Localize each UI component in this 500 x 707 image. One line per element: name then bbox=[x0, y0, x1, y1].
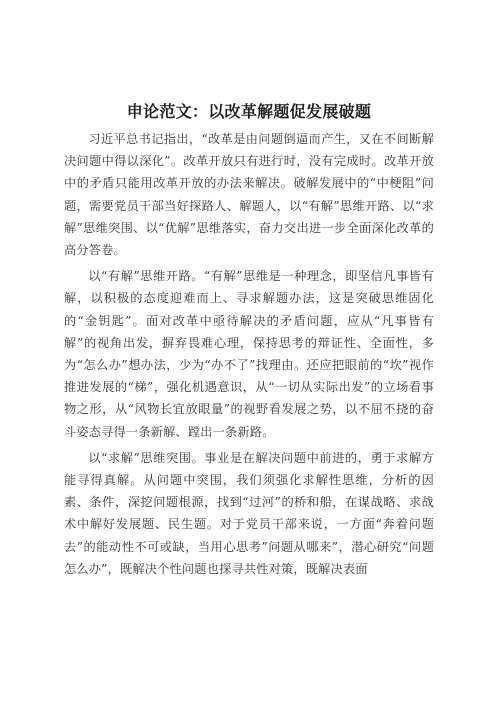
paragraph-youjie: 以“有解”思维开路。“有解”思维是一种理念，即坚信凡事皆有解，以积极的态度迎难而上、寻求解题办法，这是突破思维固化的“金钥匙”。面对改革中亟待解决的矛盾问题，应从“凡事皆有解”的视角出发，摒弃畏难心理，保持思考的辩证性、全面性，多为“怎么办”想办法，少为“办不了”找理由。还应把眼前的“坎”视作推进发展的“梯”，强化机遇意识，从“一切从实际出发”的立场看事物之形，从“风物长宜放眼量”的视野看发展之势，以不屈不挠的奋斗姿态寻得一条新解、蹚出一条新路。 bbox=[64, 269, 434, 439]
paragraph-qiujie: 以“求解”思维突围。事业是在解决问题中前进的，勇于求解方能寻得真解。从问题中突围，我们须强化求解性思维，分析的因素、条件，深挖问题根源，找到“过河”的桥和船，在谋战略、求战术中解好发展题、民生题。对于党员干部来说，一方面“奔着问题去”的能动性不可或缺，当用心思考”问题从哪来”，潜心研究“问题怎么办”，既解决个性问题也探寻共性对策，既解决表面 bbox=[64, 450, 434, 576]
paragraph-intro: 习近平总书记指出，“改革是由问题倒逼而产生，又在不间断解决问题中得以深化”。改革开放只有进行时，没有完成时。改革开放中的矛盾只能用改革开放的办法来解决。破解发展中的“中梗阻”问题，需要党员干部当好探路人、解题人，以“有解”思维开路、以“求解”思维突围、以“优解”思维落实，奋力交出进一步全面深化改革的高分答卷。 bbox=[64, 132, 434, 258]
document-title: 申论范文：以改革解题促发展破题 bbox=[126, 102, 372, 121]
